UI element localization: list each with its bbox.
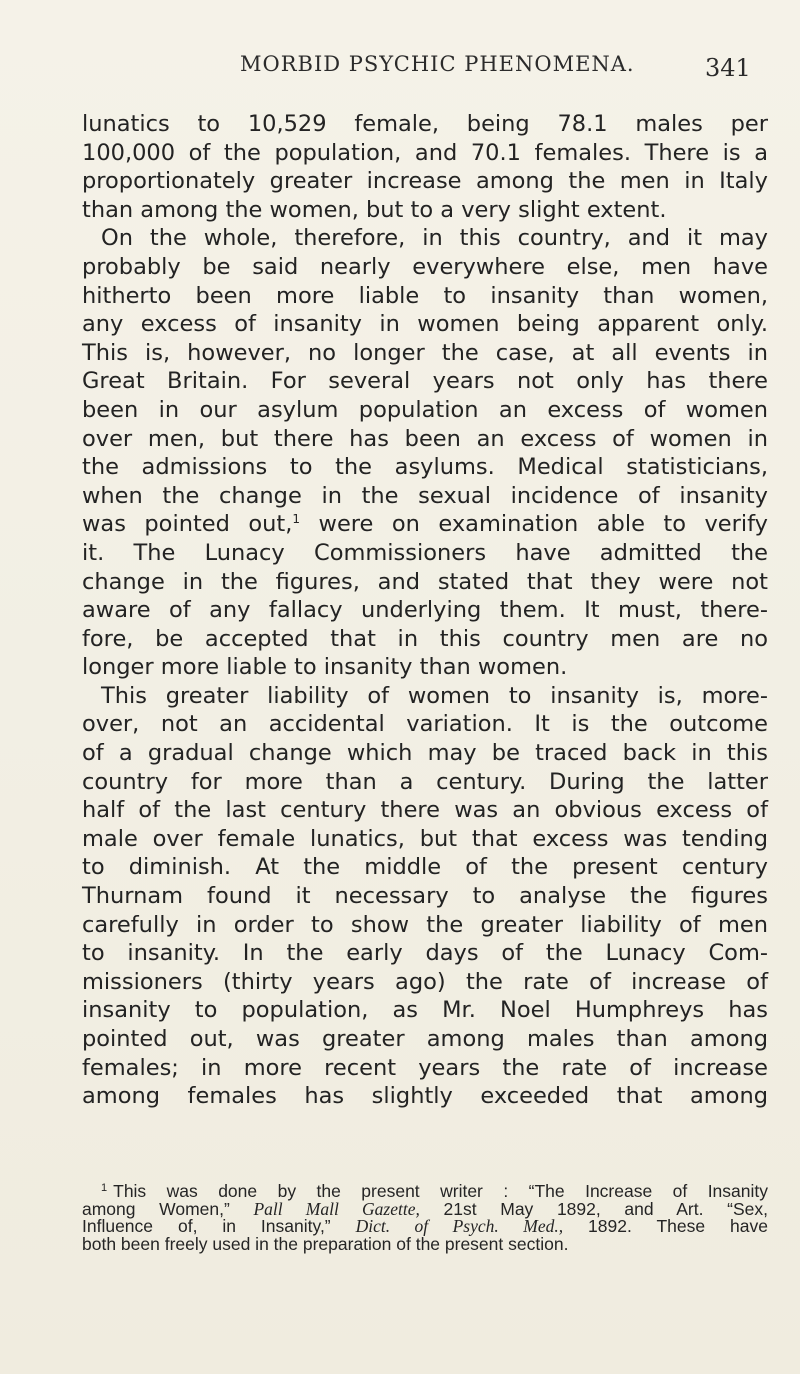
text-line: 100,000 of the population, and 70.1 females. There is a: [82, 139, 768, 166]
text-line: the admissions to the asylums. Medical statisticians,: [82, 454, 768, 481]
footnote-line: both been freely used in the preparation of the present section.: [82, 1233, 569, 1254]
text-line: probably be said nearly everywhere else, men have: [82, 253, 768, 280]
text-line: aware of any fallacy underlying them. It must, there-: [82, 597, 768, 624]
footnote-citation: Pall Mall Gazette,: [253, 1198, 420, 1219]
text-line: than among the women, but to a very slight extent.: [82, 196, 667, 223]
text-line: over men, but there has been an excess of women in: [82, 425, 768, 452]
text-line: country for more than a century. During the latter: [82, 768, 768, 795]
running-title: MORBID PSYCHIC PHENOMENA.: [240, 52, 635, 76]
text-line: half of the last century there was an obvious excess of: [82, 797, 768, 824]
footnote-text: among Women,”: [82, 1198, 230, 1219]
footnote-line: [82, 1180, 768, 1201]
footnote-citation: Dict. of Psych. Med.,: [355, 1216, 564, 1237]
text-line: females; in more recent years the rate of increase: [82, 1054, 768, 1081]
body-text: [82, 110, 768, 1111]
page-number: 341: [705, 54, 751, 82]
footnote-text: Influence of, in Insanity,”: [82, 1216, 331, 1237]
text-line: change in the figures, and stated that they were not: [82, 568, 768, 595]
text-fragment: were on examination able to verify: [318, 511, 768, 538]
footnote-text: 21st May 1892, and Art. “Sex,: [443, 1198, 768, 1219]
footnote-reference: 1: [292, 512, 301, 527]
text-line: male over female lunatics, but that excess was tending: [82, 825, 768, 852]
running-head: [0, 50, 800, 90]
text-line: Thurnam found it necessary to analyse the figures: [82, 883, 768, 910]
paragraph-start-line: On the whole, therefore, in this country, and it may: [101, 225, 768, 252]
text-line: it. The Lunacy Commissioners have admitted the: [82, 539, 768, 566]
text-line: proportionately greater increase among the men in Italy: [82, 168, 768, 195]
footnote-marker: 1: [101, 1182, 108, 1194]
text-line: among females has slightly exceeded that among: [82, 1083, 768, 1110]
text-line: Great Britain. For several years not only has there: [82, 368, 768, 395]
text-line: of a gradual change which may be traced back in this: [82, 740, 768, 767]
text-line: when the change in the sexual incidence of insanity: [82, 482, 768, 509]
text-line: hitherto been more liable to insanity than women,: [82, 282, 768, 309]
text-line: over, not an accidental variation. It is the outcome: [82, 711, 768, 738]
paragraph-start-line: This greater liability of women to insanity is, more-: [101, 682, 768, 709]
text-line: pointed out, was greater among males than among: [82, 1026, 768, 1052]
text-line: fore, be accepted that in this country men are no: [82, 625, 768, 652]
text-line: This is, however, no longer the case, at all events in: [82, 339, 768, 366]
text-line-with-footnote-ref: [82, 510, 768, 539]
text-line: longer more liable to insanity than women.: [82, 654, 568, 681]
text-line: carefully in order to show the greater liability of men: [82, 911, 768, 938]
footnote-text: 1892. These have: [588, 1216, 768, 1237]
text-line: missioners (thirty years ago) the rate of increase of: [82, 968, 768, 995]
text-line: been in our asylum population an excess of women: [82, 396, 768, 423]
text-line: insanity to population, as Mr. Noel Humphreys has: [82, 997, 768, 1024]
text-fragment: was pointed out,: [82, 511, 293, 538]
text-line: lunatics to 10,529 female, being 78.1 males per: [82, 111, 768, 137]
text-line: to insanity. In the early days of the Lunacy Com-: [82, 940, 768, 967]
footnote-text: This was done by the present writer : “The Increase of Insanity: [113, 1181, 768, 1201]
text-line: any excess of insanity in women being apparent only.: [82, 311, 768, 338]
footnote: [82, 1180, 768, 1253]
text-line: to diminish. At the middle of the present century: [82, 854, 768, 881]
